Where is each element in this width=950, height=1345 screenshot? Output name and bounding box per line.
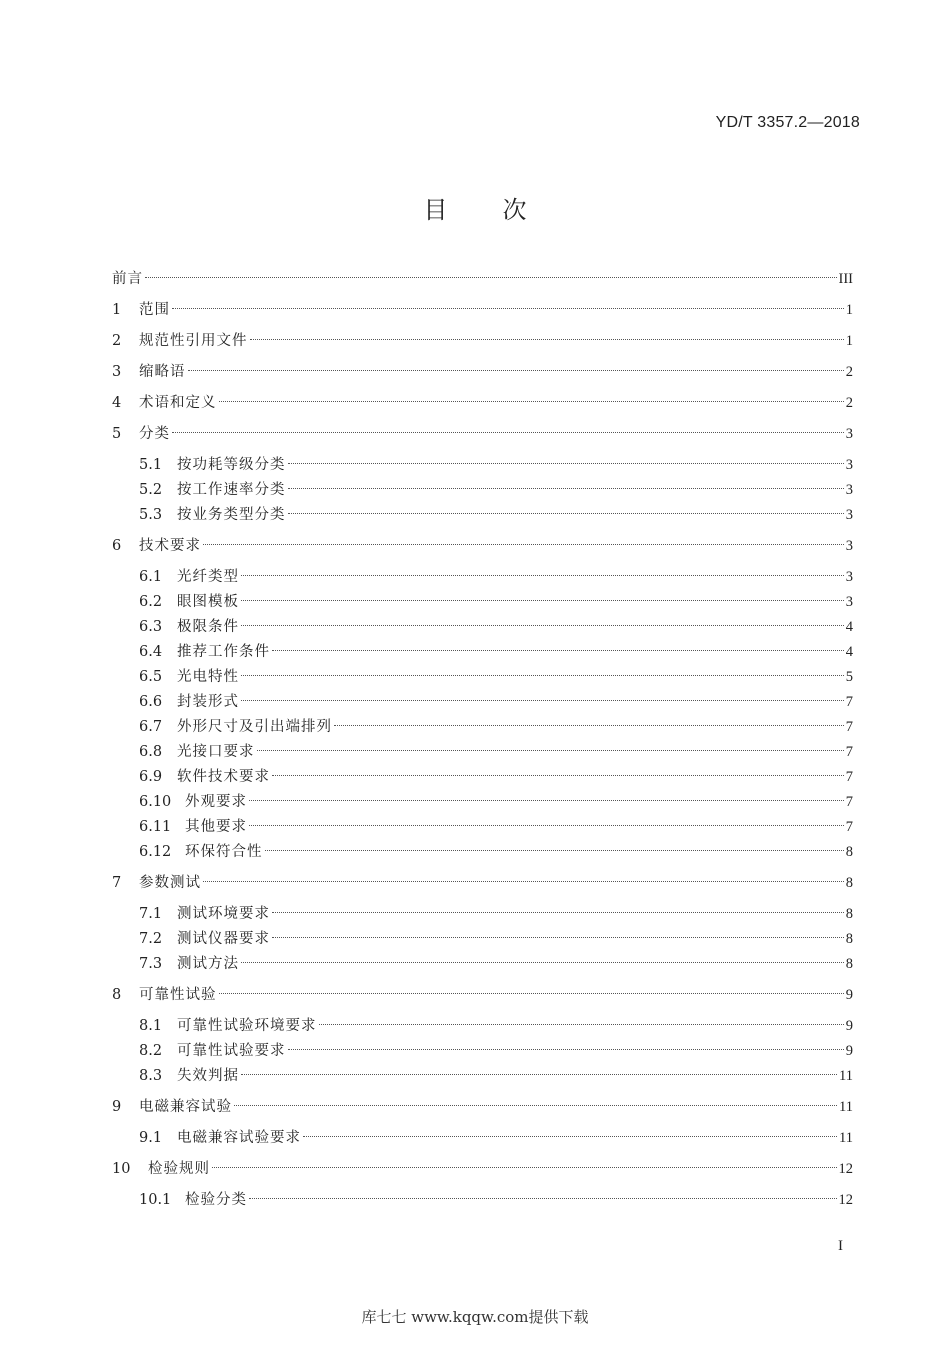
toc-entry-page: 8 [845, 844, 853, 860]
toc-entry-label: 可靠性试验 [139, 987, 217, 1003]
toc-entry-page: 11 [839, 1130, 853, 1146]
toc-entry-page: 3 [845, 457, 853, 473]
toc-entry-label: 失效判据 [177, 1068, 239, 1084]
toc-leader-dots [288, 472, 844, 494]
toc-entry-label: 范围 [139, 302, 170, 318]
toc-leader-dots [212, 1151, 837, 1173]
toc-leader-dots [249, 1182, 837, 1204]
toc-entry-number: 6.7 [139, 719, 163, 735]
toc-entry-label: 外形尺寸及引出端排列 [177, 719, 332, 735]
toc-entry-page: III [838, 271, 853, 287]
toc-entry-page: 9 [845, 1018, 853, 1034]
toc-entry-page: 7 [845, 694, 853, 710]
toc-entry-page: 7 [845, 744, 853, 760]
toc-leader-dots [241, 584, 844, 606]
toc-entry-label: 参数测试 [139, 875, 201, 891]
toc-entry-label: 测试环境要求 [177, 906, 270, 922]
toc-entry-page: 3 [845, 482, 853, 498]
toc-entry[interactable] [112, 385, 853, 411]
toc-entry-number: 6.1 [139, 569, 163, 585]
toc-entry-number: 6.8 [139, 744, 163, 760]
toc-leader-dots [249, 784, 844, 806]
toc-entry-page: 11 [839, 1099, 853, 1115]
toc-leader-dots [241, 1058, 837, 1080]
toc-entry[interactable] [139, 1033, 853, 1059]
toc-entry-page: 8 [845, 906, 853, 922]
toc-leader-dots [145, 261, 837, 283]
toc-entry-label: 封装形式 [177, 694, 239, 710]
toc-entry-number: 10 [112, 1161, 131, 1177]
toc-entry[interactable] [139, 809, 853, 835]
toc-entry-page: 4 [845, 619, 853, 635]
toc-leader-dots [250, 323, 844, 345]
toc-entry-number: 7 [112, 875, 122, 891]
toc-entry-label: 技术要求 [139, 538, 201, 554]
toc-entry-page: 9 [845, 987, 853, 1003]
toc-entry-label: 电磁兼容试验 [139, 1099, 232, 1115]
toc-entry[interactable] [112, 1151, 853, 1177]
toc-entry-number: 7.3 [139, 956, 163, 972]
toc-entry[interactable] [112, 261, 853, 287]
toc-entry[interactable] [139, 1008, 853, 1034]
toc-entry-number: 8.3 [139, 1068, 163, 1084]
toc-leader-dots [172, 416, 844, 438]
toc-entry-number: 6.12 [139, 844, 172, 860]
toc-entry-label: 可靠性试验环境要求 [177, 1018, 317, 1034]
toc-entry-label: 检验分类 [185, 1192, 247, 1208]
toc-entry-label: 规范性引用文件 [139, 333, 248, 349]
toc-entry-label: 电磁兼容试验要求 [177, 1130, 301, 1146]
toc-entry-number: 8 [112, 987, 122, 1003]
toc-entry-number: 6.2 [139, 594, 163, 610]
toc-entry-number: 6.10 [139, 794, 172, 810]
toc-entry-label: 测试方法 [177, 956, 239, 972]
toc-entry-label: 可靠性试验要求 [177, 1043, 286, 1059]
toc-entry-number: 3 [112, 364, 122, 380]
toc-entry-page: 12 [838, 1161, 853, 1177]
toc-entry-page: 4 [845, 644, 853, 660]
toc-entry-label: 缩略语 [139, 364, 186, 380]
toc-entry[interactable] [112, 1089, 853, 1115]
document-code: YD/T 3357.2—2018 [715, 114, 860, 131]
toc-leader-dots [241, 684, 844, 706]
toc-entry-number: 10.1 [139, 1192, 172, 1208]
toc-entry-number: 5.2 [139, 482, 163, 498]
toc-entry-page: 9 [845, 1043, 853, 1059]
toc-entry-label: 外观要求 [185, 794, 247, 810]
toc-leader-dots [172, 292, 844, 314]
toc-entry[interactable] [139, 684, 853, 710]
toc-leader-dots [219, 385, 844, 407]
toc-entry-page: 7 [845, 819, 853, 835]
toc-leader-dots [249, 809, 844, 831]
toc-leader-dots [241, 946, 844, 968]
toc-entry-number: 7.2 [139, 931, 163, 947]
toc-leader-dots [272, 759, 844, 781]
toc-entry-page: 3 [845, 538, 853, 554]
toc-entry-label: 极限条件 [177, 619, 239, 635]
toc-entry-page: 8 [845, 956, 853, 972]
toc-entry-page: 2 [845, 364, 853, 380]
toc-entry[interactable] [139, 472, 853, 498]
toc-entry-page: 7 [845, 769, 853, 785]
toc-leader-dots [272, 896, 844, 918]
toc-entry[interactable] [139, 709, 853, 735]
toc-entry-number: 6.6 [139, 694, 163, 710]
toc-entry-label: 眼图模板 [177, 594, 239, 610]
toc-entry[interactable] [112, 416, 853, 442]
toc-entry-label: 检验规则 [148, 1161, 210, 1177]
toc-title-part2: 次 [502, 196, 527, 224]
toc-entry-number: 1 [112, 302, 122, 318]
toc-entry[interactable] [139, 896, 853, 922]
toc-entry-label: 推荐工作条件 [177, 644, 270, 660]
toc-title-part1: 目 [423, 196, 448, 224]
toc-entry-label: 分类 [139, 426, 170, 442]
toc-entry-page: 3 [845, 507, 853, 523]
toc-entry-number: 6.3 [139, 619, 163, 635]
toc-entry-label: 前言 [112, 271, 143, 287]
toc-entry-number: 5 [112, 426, 122, 442]
toc-entry-number: 6.4 [139, 644, 163, 660]
toc-entry-page: 5 [845, 669, 853, 685]
toc-entry-number: 6.5 [139, 669, 163, 685]
toc-entry-page: 12 [838, 1192, 853, 1208]
toc-entry[interactable] [139, 921, 853, 947]
toc-entry[interactable] [112, 292, 853, 318]
download-source-note: 库七七 www.kqqw.com提供下载 [361, 1308, 589, 1326]
toc-entry[interactable] [139, 1058, 853, 1084]
toc-entry-number: 9.1 [139, 1130, 163, 1146]
toc-entry[interactable] [139, 834, 853, 860]
toc-entry[interactable] [139, 1182, 853, 1208]
toc-entry-number: 6.11 [139, 819, 172, 835]
toc-entry-page: 7 [845, 794, 853, 810]
toc-entry[interactable] [112, 865, 853, 891]
toc-entry-number: 5.3 [139, 507, 163, 523]
toc-entry-label: 光纤类型 [177, 569, 239, 585]
toc-leader-dots [257, 734, 844, 756]
toc-leader-dots [219, 977, 844, 999]
toc-entry[interactable] [112, 977, 853, 1003]
toc-entry[interactable] [139, 447, 853, 473]
toc-entry-label: 按工作速率分类 [177, 482, 286, 498]
toc-entry-number: 5.1 [139, 457, 163, 473]
page-number: I [838, 1238, 843, 1254]
toc-entry[interactable] [139, 1120, 853, 1146]
toc-entry-label: 其他要求 [185, 819, 247, 835]
toc-entry-number: 8.1 [139, 1018, 163, 1034]
toc-entry-page: 1 [845, 333, 853, 349]
toc-entry-label: 光电特性 [177, 669, 239, 685]
toc-leader-dots [272, 634, 844, 656]
toc-entry-page: 3 [845, 594, 853, 610]
toc-entry-page: 8 [845, 875, 853, 891]
toc-leader-dots [288, 1033, 844, 1055]
toc-entry[interactable] [139, 584, 853, 610]
toc-entry[interactable] [139, 497, 853, 523]
toc-entry[interactable] [139, 659, 853, 685]
toc-entry[interactable] [139, 759, 853, 785]
toc-entry-label: 环保符合性 [185, 844, 263, 860]
toc-entry[interactable] [139, 634, 853, 660]
toc-entry[interactable] [139, 559, 853, 585]
toc-entry-page: 3 [845, 426, 853, 442]
toc-leader-dots [303, 1120, 837, 1142]
toc-entry-page: 7 [845, 719, 853, 735]
toc-entry-number: 2 [112, 333, 122, 349]
toc-entry-number: 9 [112, 1099, 122, 1115]
toc-leader-dots [203, 865, 844, 887]
toc-leader-dots [288, 447, 844, 469]
toc-entry-page: 2 [845, 395, 853, 411]
toc-entry-page: 8 [845, 931, 853, 947]
toc-entry-page: 1 [845, 302, 853, 318]
toc-leader-dots [334, 709, 844, 731]
toc-leader-dots [203, 528, 844, 550]
toc-entry[interactable] [139, 946, 853, 972]
toc-entry-number: 7.1 [139, 906, 163, 922]
toc-entry-label: 测试仪器要求 [177, 931, 270, 947]
toc-entry-label: 按业务类型分类 [177, 507, 286, 523]
toc-entry-label: 术语和定义 [139, 395, 217, 411]
toc-entry-number: 6.9 [139, 769, 163, 785]
toc-entry-label: 光接口要求 [177, 744, 255, 760]
toc-entry[interactable] [139, 609, 853, 635]
toc-entry-number: 8.2 [139, 1043, 163, 1059]
toc-entry[interactable] [139, 784, 853, 810]
toc-leader-dots [241, 609, 844, 631]
toc-entry[interactable] [112, 323, 853, 349]
toc-leader-dots [188, 354, 844, 376]
toc-entry-label: 按功耗等级分类 [177, 457, 286, 473]
toc-leader-dots [288, 497, 844, 519]
toc-entry-label: 软件技术要求 [177, 769, 270, 785]
toc-entry-number: 6 [112, 538, 122, 554]
toc-entry[interactable] [139, 734, 853, 760]
toc-title [0, 190, 950, 225]
toc-leader-dots [241, 559, 844, 581]
toc-leader-dots [272, 921, 844, 943]
toc-entry-page: 11 [839, 1068, 853, 1084]
toc-leader-dots [319, 1008, 844, 1030]
toc-leader-dots [241, 659, 844, 681]
toc-entry[interactable] [112, 354, 853, 380]
toc-entry[interactable] [112, 528, 853, 554]
toc-leader-dots [265, 834, 844, 856]
toc-leader-dots [234, 1089, 837, 1111]
toc-entry-number: 4 [112, 395, 122, 411]
toc-entry-page: 3 [845, 569, 853, 585]
